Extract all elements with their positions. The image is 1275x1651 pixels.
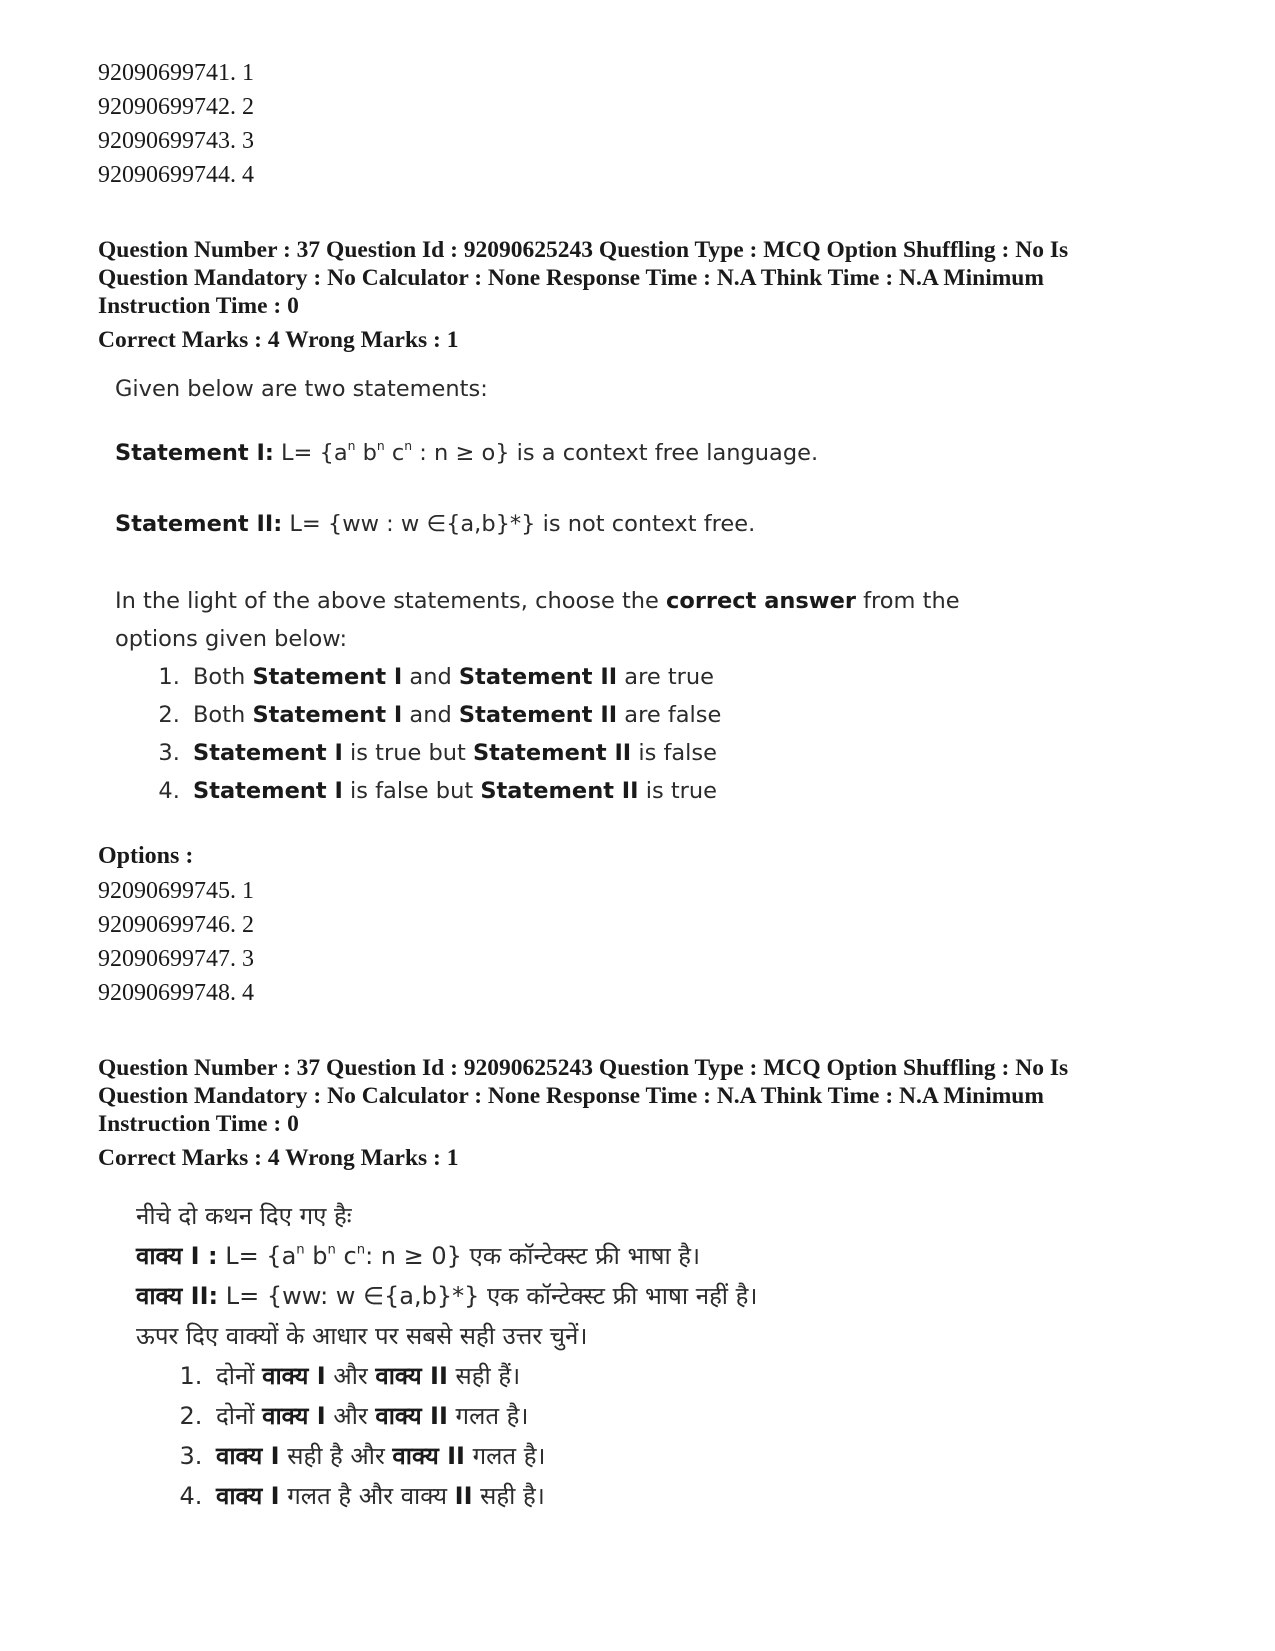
instruction-text: from the	[855, 588, 960, 614]
choice-emphasis: Statement II	[472, 740, 632, 766]
answer-choice	[187, 696, 1188, 734]
choice-emphasis: Statement II	[480, 778, 639, 804]
question-block-english	[98, 236, 1188, 1010]
choice-text: Both	[193, 702, 253, 728]
answer-choice	[187, 658, 1188, 696]
choice-emphasis: वाक्य I	[262, 1402, 326, 1430]
question-meta-line: Instruction Time : 0	[98, 1111, 299, 1137]
question-content	[115, 376, 1188, 810]
option-number: 4	[242, 980, 254, 1006]
options-label: Options :	[98, 843, 194, 869]
statement-text: : n ≥ 0} एक कॉन्टेक्स्ट फ्री भाषा है।	[365, 1242, 701, 1270]
superscript: n	[347, 439, 356, 454]
superscript: n	[404, 439, 413, 454]
answer-choice	[210, 1476, 1188, 1516]
option-line: 92090699746. 2	[98, 912, 254, 938]
question-meta-line: Question Mandatory : No Calculator : None Response Time : N.A Think Time : N.A Minimum	[98, 1083, 1044, 1109]
question-meta-line: Question Number : 37 Question Id : 92090625243 Question Type : MCQ Option Shuffling : No Is	[98, 1055, 1069, 1081]
choice-text: is true	[638, 778, 718, 804]
option-line: 92090699748. 4	[98, 980, 254, 1006]
option-line: 92090699743. 3	[98, 128, 254, 154]
choice-emphasis: वाक्य II	[392, 1442, 465, 1470]
statement-1	[115, 440, 1188, 466]
question-intro: Given below are two statements:	[115, 376, 488, 402]
answer-choice	[187, 772, 1188, 810]
choice-text: और	[325, 1362, 376, 1390]
statement-2-label: वाक्य II:	[136, 1282, 219, 1310]
option-number: 4	[242, 162, 254, 188]
choice-emphasis: Statement I	[252, 702, 403, 728]
choice-text: Both	[193, 664, 253, 690]
option-id: 92090699743	[98, 128, 230, 154]
choice-text: गलत है।	[447, 1402, 529, 1430]
choice-emphasis: Statement I	[193, 778, 343, 804]
answer-choice	[210, 1356, 1188, 1396]
question-block-hindi	[98, 1054, 1188, 1516]
option-id: 92090699747	[98, 946, 230, 972]
option-id: 92090699746	[98, 912, 230, 938]
statement-text: c	[384, 440, 405, 466]
option-number: 1	[242, 878, 254, 904]
statement-text: L= {ww: w ∈{a,b}*} एक कॉन्टेक्स्ट फ्री भाषा नहीं है।	[218, 1282, 758, 1310]
choice-text: सही हैं।	[447, 1362, 521, 1390]
statement-text: b	[355, 440, 377, 466]
statement-2	[115, 511, 1188, 537]
answer-choice	[210, 1396, 1188, 1436]
option-id: 92090699748	[98, 980, 230, 1006]
option-number: 2	[242, 912, 254, 938]
option-id: 92090699741	[98, 60, 230, 86]
statement-text: b	[304, 1242, 328, 1270]
option-id: 92090699744	[98, 162, 230, 188]
statement-text: L= {a	[273, 440, 348, 466]
option-line: 92090699745. 1	[98, 878, 254, 904]
statement-text: c	[335, 1242, 357, 1270]
choice-text: गलत है और वाक्य	[279, 1482, 455, 1510]
choice-text: are false	[617, 702, 722, 728]
option-line: 92090699742. 2	[98, 94, 254, 120]
instruction-text: In the light of the above statements, choose the	[115, 588, 667, 614]
choice-emphasis: वाक्य II	[375, 1362, 448, 1390]
superscript: n	[376, 439, 385, 454]
option-number: 3	[242, 128, 254, 154]
question-instruction	[115, 582, 1188, 658]
instruction-emphasis: correct answer	[666, 588, 856, 614]
choice-emphasis: वाक्य I	[216, 1442, 280, 1470]
statement-1	[136, 1236, 1188, 1276]
option-line: 92090699747. 3	[98, 946, 254, 972]
option-number: 2	[242, 94, 254, 120]
question-instruction: ऊपर दिए वाक्यों के आधार पर सबसे सही उत्तर चुनें।	[136, 1322, 588, 1350]
answer-choices	[136, 1356, 1188, 1516]
choice-text: सही है।	[472, 1482, 545, 1510]
statement-1-label: Statement I:	[115, 440, 274, 466]
statement-1-label: वाक्य I :	[136, 1242, 218, 1270]
choice-text: दोनों	[216, 1362, 263, 1390]
option-number: 3	[242, 946, 254, 972]
superscript: n	[356, 1242, 366, 1258]
answer-choice	[210, 1436, 1188, 1476]
choice-emphasis: Statement II	[458, 664, 618, 690]
choice-text: is false but	[342, 778, 481, 804]
previous-options-list	[98, 56, 1188, 192]
options-list	[98, 874, 1188, 1010]
option-id: 92090699742	[98, 94, 230, 120]
choice-text: is false	[631, 740, 717, 766]
question-meta-line: Question Number : 37 Question Id : 92090625243 Question Type : MCQ Option Shuffling : No Is	[98, 237, 1069, 263]
question-intro: नीचे दो कथन दिए गए हैः	[136, 1202, 352, 1230]
choice-text: सही है और	[279, 1442, 393, 1470]
question-content	[136, 1196, 1188, 1516]
choice-emphasis: Statement I	[252, 664, 403, 690]
choice-text: गलत है।	[464, 1442, 546, 1470]
choice-emphasis: वाक्य I	[262, 1362, 326, 1390]
option-line: 92090699741. 1	[98, 60, 254, 86]
superscript: n	[296, 1242, 305, 1258]
question-meta-line: Question Mandatory : No Calculator : None Response Time : N.A Think Time : N.A Minimum	[98, 265, 1044, 291]
superscript: n	[327, 1242, 336, 1258]
choice-text: and	[402, 702, 459, 728]
choice-text: are true	[617, 664, 715, 690]
instruction-text: options given below:	[115, 626, 348, 652]
choice-emphasis: Statement I	[193, 740, 343, 766]
question-marks: Correct Marks : 4 Wrong Marks : 1	[98, 327, 459, 353]
choice-emphasis: Statement II	[458, 702, 618, 728]
statement-text: L= {ww : w ∈{a,b}*} is not context free.	[282, 511, 756, 537]
choice-emphasis: वाक्य II	[375, 1402, 448, 1430]
statement-text: : n ≥ o} is a context free language.	[412, 440, 819, 466]
document-page	[98, 56, 1188, 1516]
statement-2-label: Statement II:	[115, 511, 283, 537]
choice-emphasis: II	[454, 1482, 473, 1510]
option-id: 92090699745	[98, 878, 230, 904]
choice-text: is true but	[342, 740, 473, 766]
answer-choices	[115, 658, 1188, 810]
choice-emphasis: वाक्य I	[216, 1482, 280, 1510]
question-meta-line: Instruction Time : 0	[98, 293, 299, 319]
choice-text: दोनों	[216, 1402, 263, 1430]
option-number: 1	[242, 60, 254, 86]
answer-choice	[187, 734, 1188, 772]
option-line: 92090699744. 4	[98, 162, 254, 188]
statement-text: L= {a	[217, 1242, 297, 1270]
choice-text: और	[325, 1402, 376, 1430]
question-marks: Correct Marks : 4 Wrong Marks : 1	[98, 1145, 459, 1171]
statement-2	[136, 1276, 1188, 1316]
choice-text: and	[402, 664, 459, 690]
